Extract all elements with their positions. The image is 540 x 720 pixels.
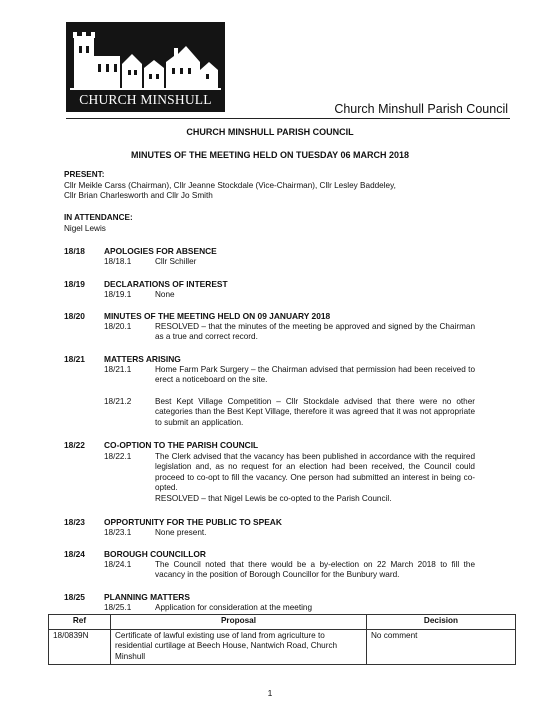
item-text: The Clerk advised that the vacancy has been published in accordance with the required legislation and, as no request for an election had been received, the Council could proceed to co-opt to fill the vacancy. One person had submitted an interest in being co-opted. <box>155 452 475 493</box>
section-number: 18/23 <box>64 517 85 527</box>
attendance-heading: IN ATTENDANCE: <box>64 213 133 222</box>
logo-text: CHURCH MINSHULL <box>79 92 212 107</box>
attendance-name: Nigel Lewis <box>64 223 106 233</box>
item-text: Best Kept Village Competition – Cllr Stockdale advised that there were no other categories than the Best Kept Village, therefore it was agreed that it was not appropriate to submit an application. <box>155 397 475 427</box>
section-number: 18/19 <box>64 279 85 289</box>
resolved-text: RESOLVED – that Nigel Lewis be co-opted to the Parish Council. <box>155 494 392 503</box>
item-text: Cllr Schiller <box>155 257 197 266</box>
item-number: 18/21.1 <box>104 365 132 374</box>
item-number: 18/21.2 <box>104 397 132 406</box>
item-text: The Council noted that there would be a by-election on 22 March 2018 to fill the vacancy in the position of Borough Councillor for the Bunbury ward. <box>155 560 475 580</box>
item-text: Home Farm Park Surgery – the Chairman advised that permission had been received to erect a noticeboard on the site. <box>155 365 475 385</box>
section-heading: MATTERS ARISING <box>104 354 181 364</box>
section-heading: DECLARATIONS OF INTEREST <box>104 279 228 289</box>
planning-table <box>48 614 516 665</box>
item-number: 18/19.1 <box>104 290 132 299</box>
page-number: 1 <box>267 688 273 698</box>
item-number: 18/20.1 <box>104 322 132 331</box>
present-heading: PRESENT: <box>64 170 105 179</box>
item-text: None <box>155 290 175 299</box>
church-minshull-logo <box>66 22 225 112</box>
section-heading: BOROUGH COUNCILLOR <box>104 549 206 559</box>
column-header: Proposal <box>111 615 367 630</box>
item-number: 18/22.1 <box>104 452 132 461</box>
section-number: 18/24 <box>64 549 85 559</box>
proposal-cell: Certificate of lawful existing use of land from agriculture to residential curtilage at Beech House, Nantwich Road, Church Minshull <box>111 630 367 665</box>
document-title: CHURCH MINSHULL PARISH COUNCIL <box>186 127 354 137</box>
item-number: 18/25.1 <box>104 603 132 612</box>
present-section <box>64 170 396 202</box>
section-number: 18/20 <box>64 311 85 321</box>
section-heading: MINUTES OF THE MEETING HELD ON 09 JANUARY 2018 <box>104 311 331 321</box>
section-number: 18/21 <box>64 354 85 364</box>
section-heading: APOLOGIES FOR ABSENCE <box>104 246 217 256</box>
present-line-2: Cllr Brian Charlesworth and Cllr Jo Smith <box>64 191 213 200</box>
item-number: 18/24.1 <box>104 560 132 569</box>
present-line-1: Cllr Meikle Carss (Chairman), Cllr Jeanne Stockdale (Vice-Chairman), Cllr Lesley Baddeley, <box>64 180 396 190</box>
column-header: Ref <box>49 615 111 630</box>
section-number: 18/25 <box>64 592 85 602</box>
attendance-section <box>64 213 133 234</box>
section-heading: OPPORTUNITY FOR THE PUBLIC TO SPEAK <box>104 517 282 527</box>
table-header-row <box>49 615 516 630</box>
header-rule <box>66 118 510 119</box>
item-text: Application for consideration at the meeting <box>155 603 313 612</box>
column-header: Decision <box>367 615 516 630</box>
ref-cell: 18/0839N <box>49 630 111 665</box>
section-heading: PLANNING MATTERS <box>104 592 190 602</box>
section-heading: CO-OPTION TO THE PARISH COUNCIL <box>104 440 259 450</box>
item-number: 18/18.1 <box>104 257 132 266</box>
item-number: 18/23.1 <box>104 528 132 537</box>
table-row <box>49 630 516 665</box>
section-number: 18/22 <box>64 440 85 450</box>
section-number: 18/18 <box>64 246 85 256</box>
item-text: RESOLVED – that the minutes of the meeting be approved and signed by the Chairman as a true and correct record. <box>155 322 475 342</box>
decision-cell: No comment <box>367 630 516 665</box>
council-name: Church Minshull Parish Council <box>334 102 508 116</box>
meeting-title: MINUTES OF THE MEETING HELD ON TUESDAY 06 MARCH 2018 <box>130 150 410 160</box>
item-text: None present. <box>155 528 207 537</box>
